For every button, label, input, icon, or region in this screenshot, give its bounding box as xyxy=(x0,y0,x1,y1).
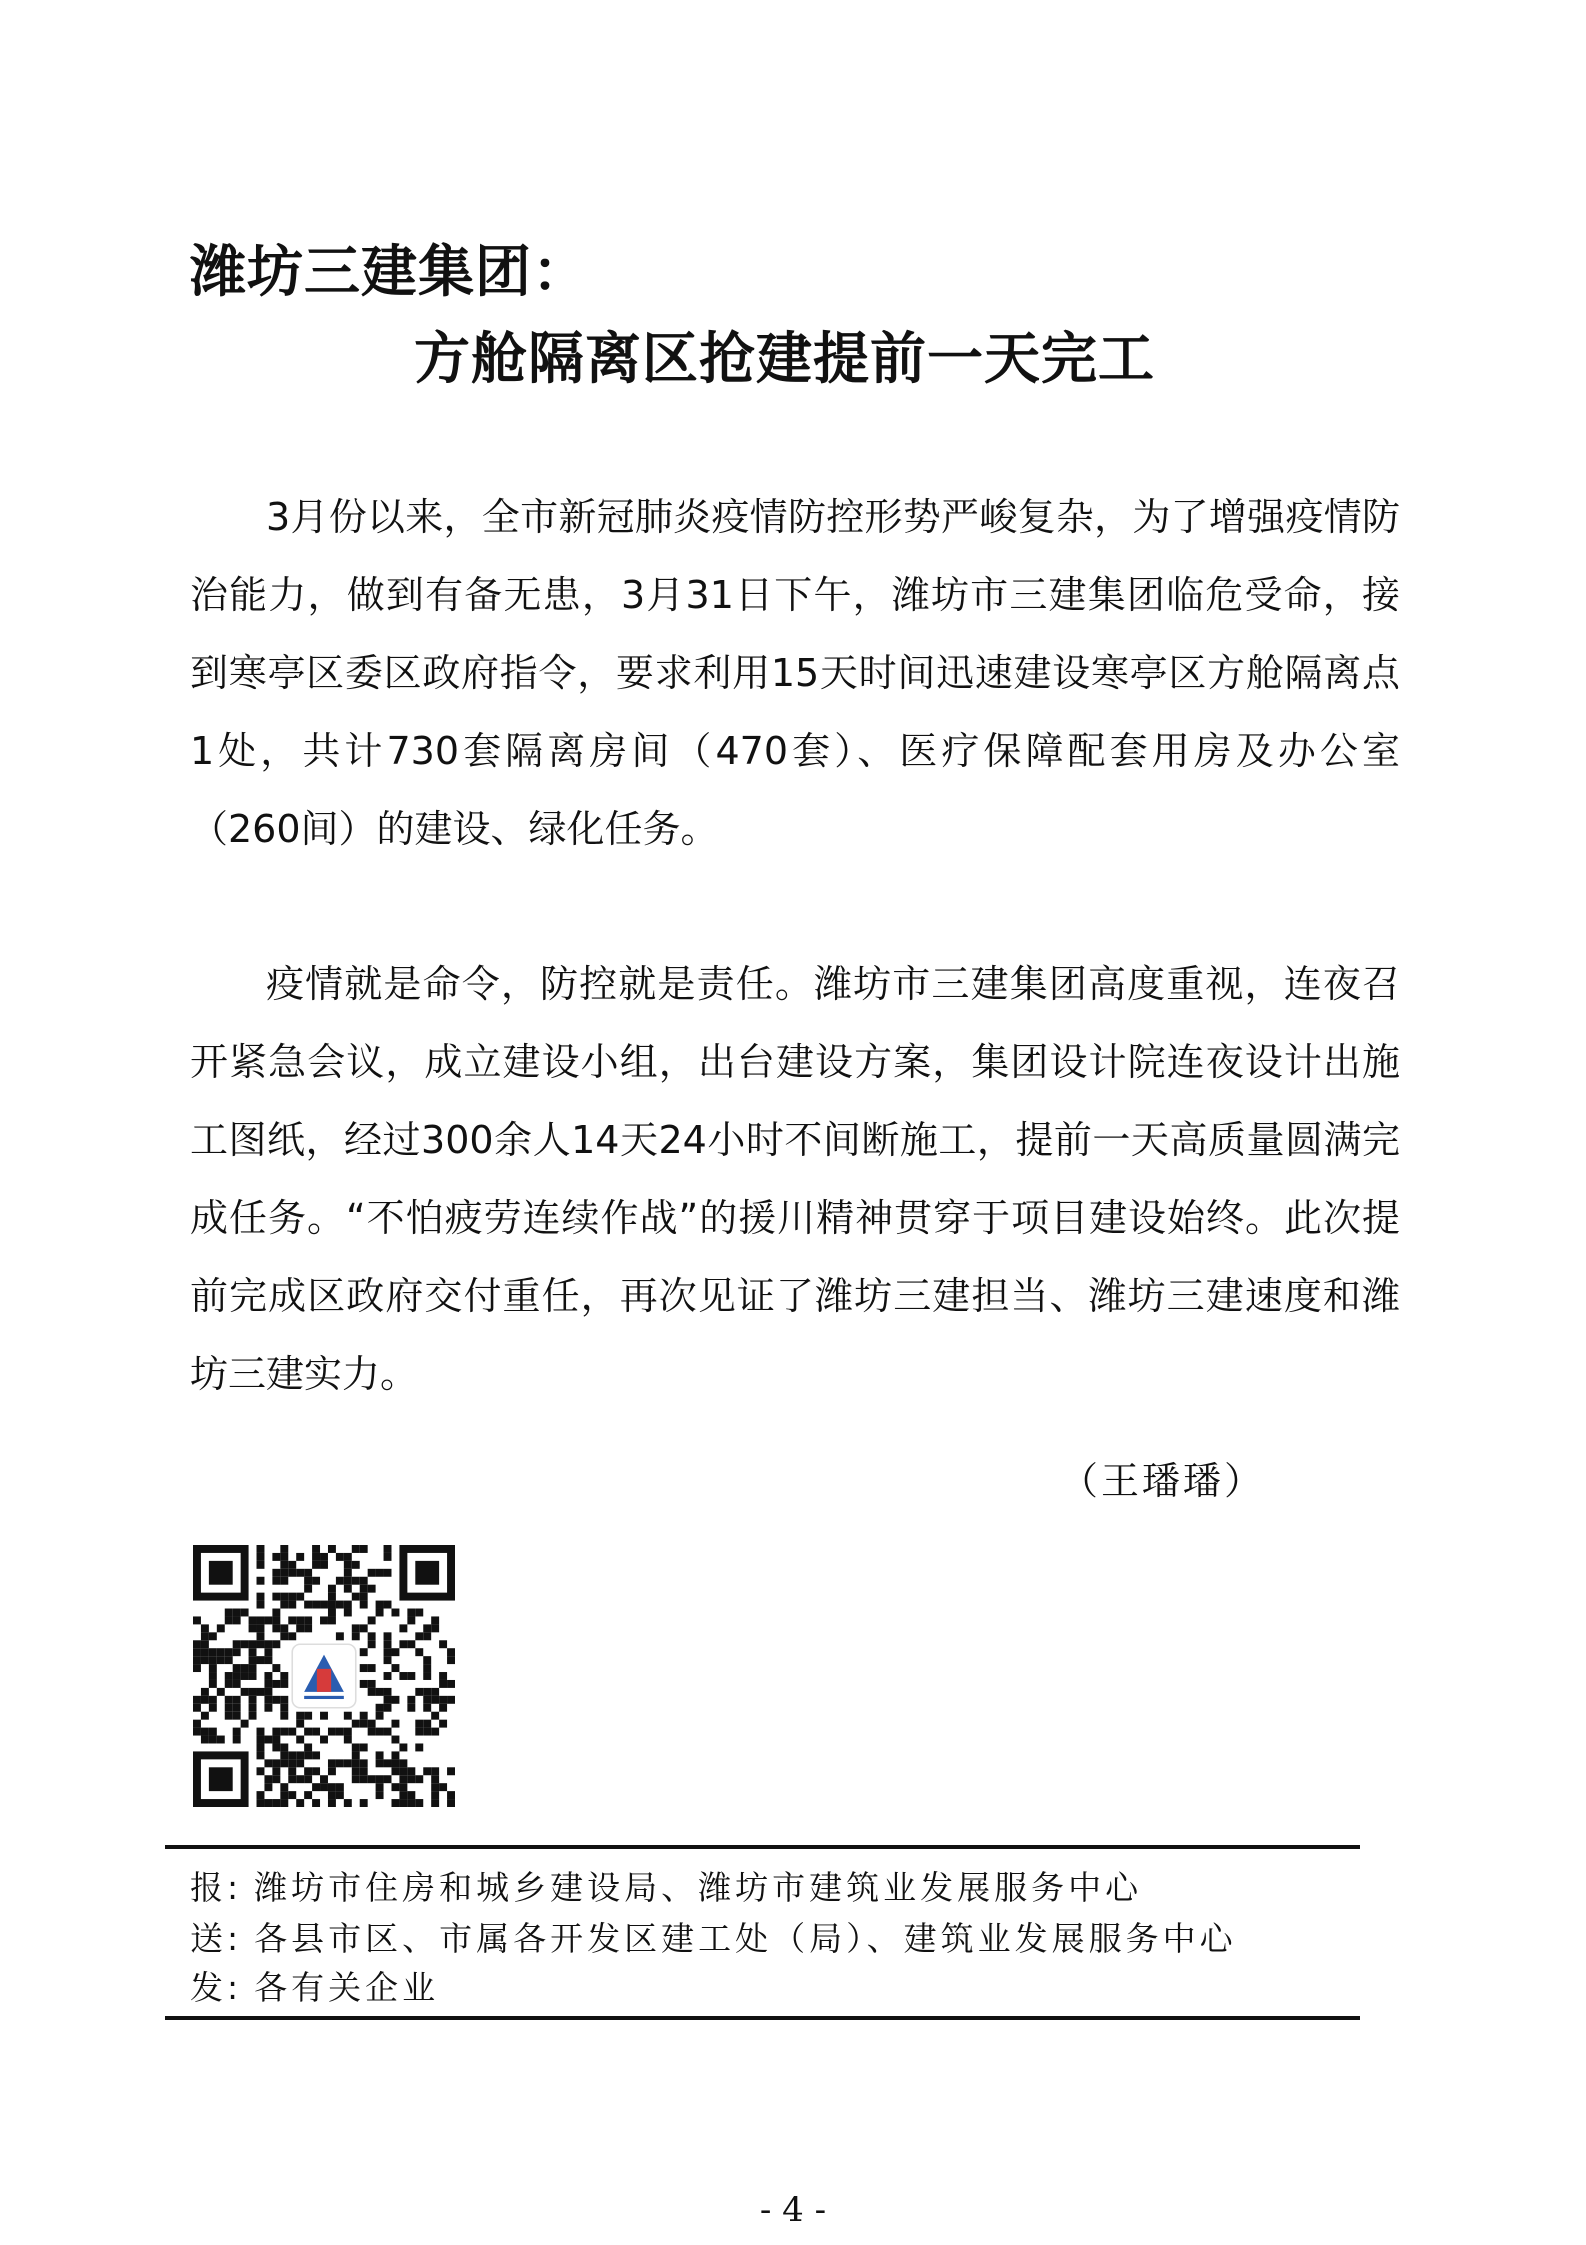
article-title-line2: 方舱隔离区抢建提前一天完工 xyxy=(414,326,1155,392)
distribution-issue-line xyxy=(190,1962,439,2009)
report-label: 报: xyxy=(190,1868,243,1907)
divider-bottom xyxy=(165,2016,1360,2020)
author-signature: （王璠璠） xyxy=(1060,1459,1266,1503)
body-paragraph-2: 疫情就是命令，防控就是责任。潍坊市三建集团高度重视，连夜召开紧急会议，成立建设小组，出台建设方案，集团设计院连夜设计出施工图纸，经过300余人14天24小时不间断施工，提前一天高质量圆满完成任务。“不怕疲劳连续作战”的援川精神贯穿于项目建设始终。此次提前完成区政府交付重任，再次见证了潍坊三建担当、潍坊三建速度和潍坊三建实力。 xyxy=(190,962,1400,1396)
distribution-send-line xyxy=(190,1913,1237,1960)
issue-recipients: 各有关企业 xyxy=(254,1968,440,2007)
send-recipients: 各县市区、市属各开发区建工处（局）、建筑业发展服务中心 xyxy=(254,1919,1237,1958)
distribution-report-line xyxy=(190,1862,1142,1909)
article-title-line1: 潍坊三建集团： xyxy=(190,239,589,305)
page-number: - 4 - xyxy=(759,2190,827,2230)
body-paragraph-1: 3月份以来，全市新冠肺炎疫情防控形势严峻复杂，为了增强疫情防治能力，做到有备无患，3月31日下午，潍坊市三建集团临危受命，接到寒亭区委区政府指令，要求利用15天时间迅速建设寒亭区方舱隔离点1处，共计730套隔离房间（470套）、医疗保障配套用房及办公室（260间）的建设、绿化任务。 xyxy=(190,495,1400,851)
send-label: 送: xyxy=(190,1919,243,1958)
qr-center-logo-icon xyxy=(292,1644,356,1708)
qr-code xyxy=(193,1545,455,1807)
issue-label: 发: xyxy=(190,1968,243,2007)
report-recipients: 潍坊市住房和城乡建设局、潍坊市建筑业发展服务中心 xyxy=(254,1868,1143,1907)
divider-top xyxy=(165,1845,1360,1849)
